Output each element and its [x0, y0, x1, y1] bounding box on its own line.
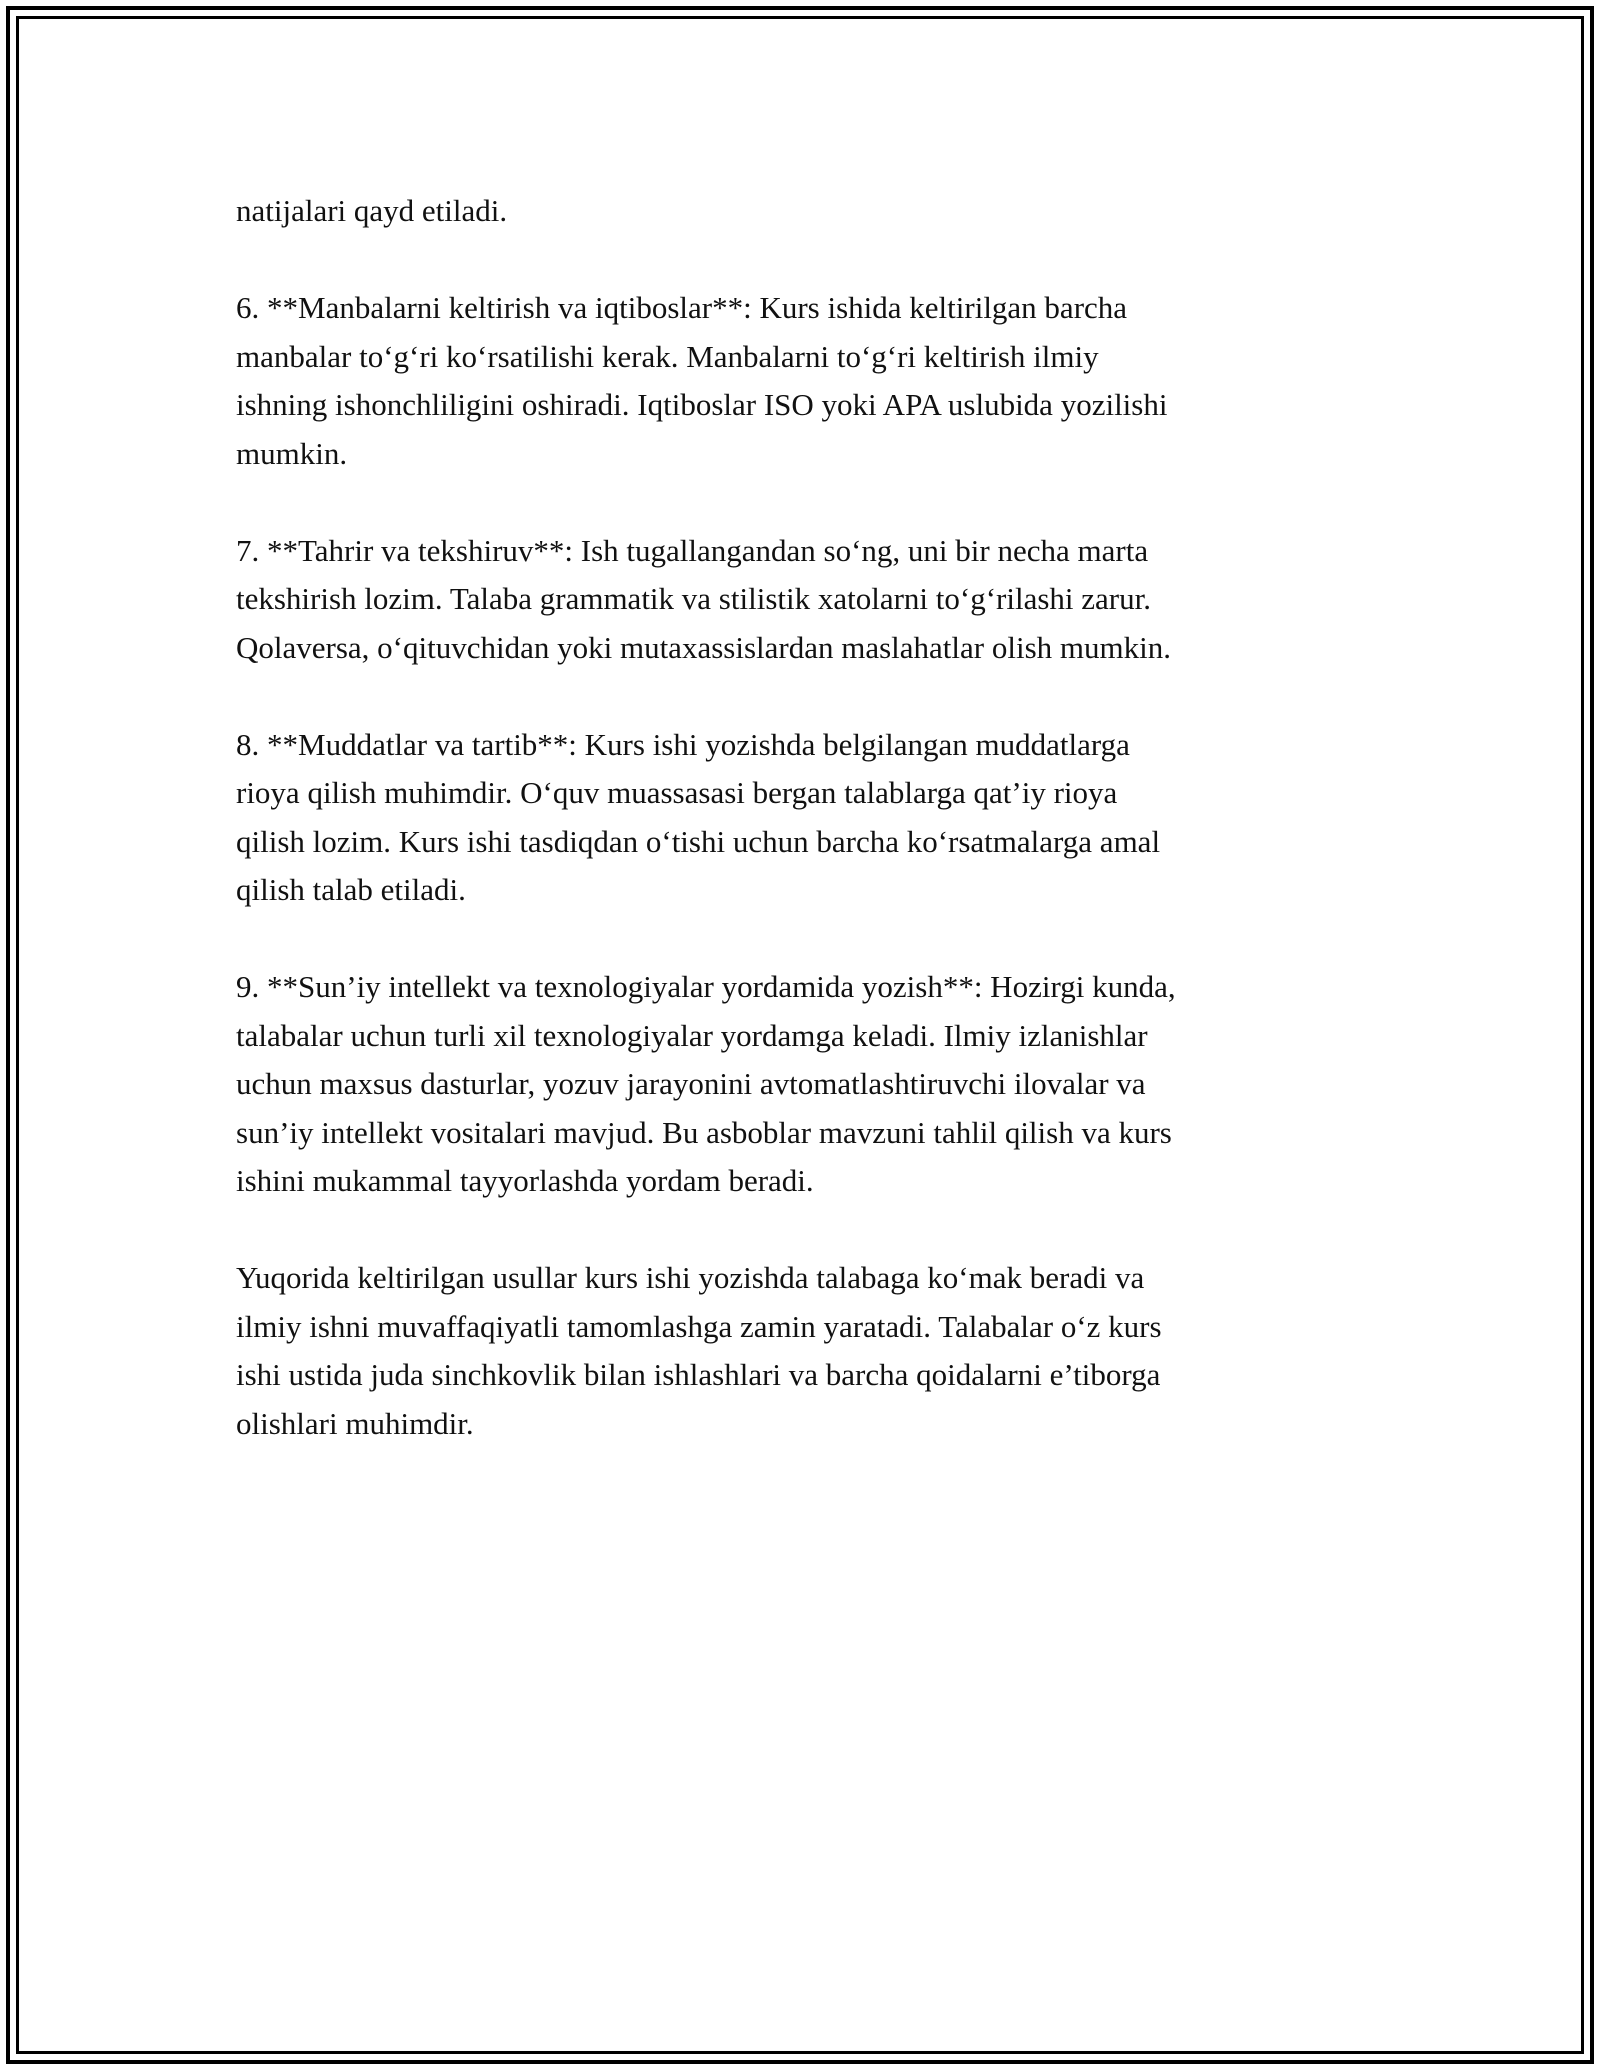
paragraph-continuation: natijalari qayd etiladi.: [236, 193, 508, 228]
paragraph-9-ai-technology: 9. **Sun’iy intellekt va texnologiyalar yordamida yozish**: Hozirgi kunda, talabalar uchun turli xil texnologiyalar yordamga keladi. Ilmiy izlanishlar uchun maxsus dasturlar, yozuv jarayonini avtomatlashtiruvchi ilovalar va sun’iy intellekt vositalari mavjud. Bu asboblar mavzuni tahlil qilish va kurs ishini mukammal tayyorlashda yordam beradi.: [236, 969, 1176, 1198]
paragraph-7-editing: 7. **Tahrir va tekshiruv**: Ish tugallangandan so‘ng, uni bir necha marta tekshirish lozim. Talaba grammatik va stilistik xatolarni to‘g‘rilashi zarur. Qolaversa, o‘qituvchidan yoki mutaxassislardan maslahatlar olish mumkin.: [236, 532, 1171, 665]
paragraph-6-sources: 6. **Manbalarni keltirish va iqtiboslar**: Kurs ishida keltirilgan barcha manbalar to‘g‘ri ko‘rsatilishi kerak. Manbalarni to‘g‘ri keltirish ilmiy ishning ishonchliligini oshiradi. Iqtiboslar ISO yoki APA uslubida yozilishi mumkin.: [236, 290, 1168, 471]
paragraph-conclusion: Yuqorida keltirilgan usullar kurs ishi yozishda talabaga ko‘mak beradi va ilmiy ishni muvaffaqiyatli tamomlashga zamin yaratadi. Talabalar o‘z kurs ishi ustida juda sinchkovlik bilan ishlashlari va barcha qoidalarni e’tiborga olishlari muhimdir.: [236, 1260, 1162, 1441]
document-body: [236, 187, 1356, 1497]
paragraph-8-deadlines: 8. **Muddatlar va tartib**: Kurs ishi yozishda belgilangan muddatlarga rioya qilish muhimdir. O‘quv muassasasi bergan talablarga qat’iy rioya qilish lozim. Kurs ishi tasdiqdan o‘tishi uchun barcha ko‘rsatmalarga amal qilish talab etiladi.: [236, 726, 1161, 907]
